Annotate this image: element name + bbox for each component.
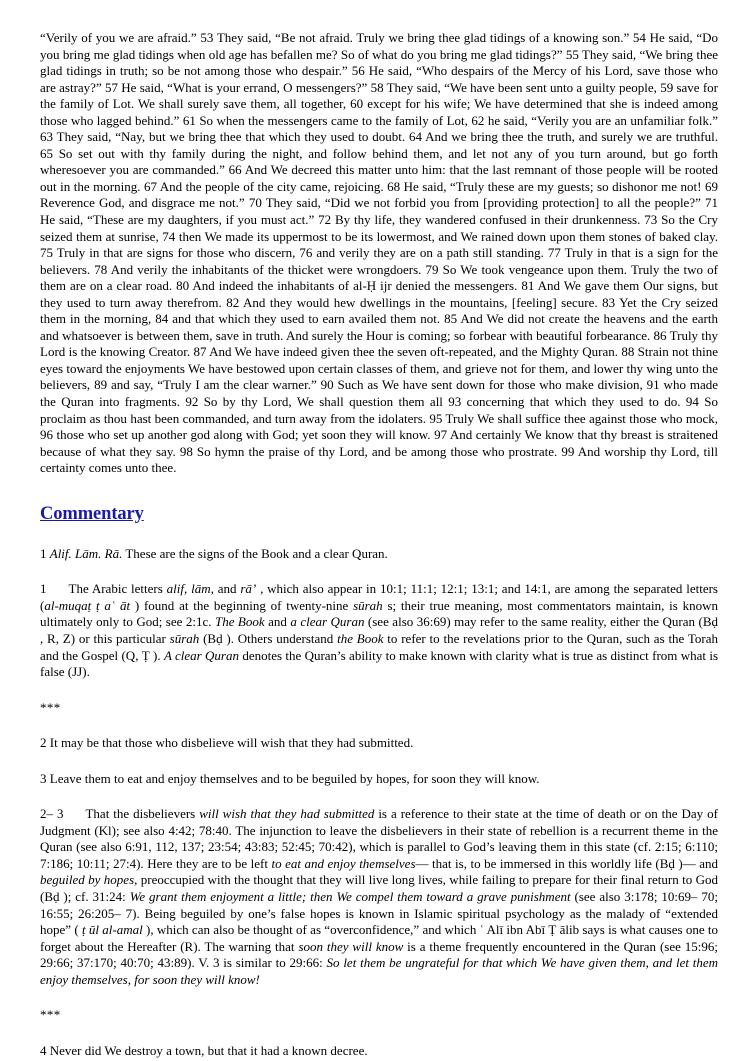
commentary-1-seg-4: ) found at the beginning of twenty-nine (130, 597, 354, 613)
commentary-2-3-seg-4: preoccupied with the thought that they will live long lives, while failing to prepare for their final return to God (Bḍ ); cf. 31:24: (40, 872, 718, 904)
commentary-2-3-seg-2: is a reference to their state at the time of death or on the Day of Judgment (Kl); see also 4:42; 78:40. The injunction to leave the disbelievers in their state of rebellion is a recurrent theme in the Quran (see also 6:91, 112, 137; 23:54; 43:83; 52:45; 70:42), which is parallel to God’s leaving them in this state (cf. 2:15; 6:110; 7:186; 10:11; 27:4). Here they are to be left (40, 806, 718, 871)
section-separator-2: *** (40, 1007, 61, 1023)
section-separator-1: *** (40, 699, 61, 715)
commentary-1-seg-5: s; their true meaning, most commentators maintain, is known ultimately only to God; see 2:1c. (40, 597, 718, 630)
commentary-note-2-3 (40, 806, 718, 988)
verse-1-italic-lead: Alif. Lām. Rā. (49, 545, 123, 561)
verse-1-number: 1 (40, 545, 47, 561)
commentary-2-3-italic-7: So let them be ungrateful for that which We have given them, and let them enjoy themselves, for soon they will know! (40, 955, 719, 987)
verse-4-gloss: 4 Never did We destroy a town, but that it had a known decree. (40, 1042, 368, 1058)
verse-1-gloss (40, 546, 718, 563)
commentary-1-seg-1: The Arabic letters (68, 581, 167, 597)
commentary-2-3-italic-6: soon they will know (298, 938, 404, 954)
quran-verse-translation-paragraph: “Verily of you we are afraid.” 53 They said, “Be not afraid. Truly we bring thee glad tidings of a knowing son.” 54 He said, “Do you bring me glad tidings when old age has befallen me? So of what do you bring me glad tidings?” 55 They said, “We bring thee glad tidings in truth; so be not among those who despair.” 56 He said, “Who despairs of the Mercy of his Lord, save those who are astray?” 57 He said, “What is your errand, O messengers?” 58 They said, “We have been sent unto a guilty people, 59 save for the family of Lot. We shall surely save them, all together, 60 except for his wife; We have determined that she is indeed among those who lagged behind.” 61 So when the messengers came to the family of Lot, 62 he said, “Verily you are an unfamiliar folk.” 63 They said, “Nay, but we bring thee that which they used to doubt. 64 And we bring thee the truth, and surely we are truthful. 65 So set out with thy family during the night, and follow behind them, and let not any of you turn around, but go forth wheresoever you are commanded.” 66 And We decreed this matter unto him: that the last remnant of those people will be rooted out in the morning. 67 And the people of the city came, rejoicing. 68 He said, “Truly these are my guests; so dishonor me not! 69 Reverence God, and disgrace me not.” 70 They said, “Did we not forbid you from [providing protection] to all the people?” 71 He said, “These are my daughters, if you must act.” 72 By thy life, they wandered confused in their drunkenness. 73 So the Cry seized them at sunrise, 74 then We made its uppermost to be its lowermost, and We rained down upon them stones of baked clay. 75 Truly in that are signs for those who discern, 76 and verily they are on a path still standing. 77 Truly in that is a sign for the believers. 78 And verily the inhabitants of the thicket were wrongdoers. 79 So We took vengeance upon them. Truly the two of them are on a clear road. 80 And indeed the inhabitants of al-Ḥ ijr denied the messengers. 81 And We gave them Our signs, but they used to turn away therefrom. 82 And they would hew dwellings in the mountains, [feeling] secure. 83 Yet the Cry seized them in the morning, 84 and that which they used to earn availed them not. 85 And We did not create the heavens and the earth and whatsoever is between them, save in truth. And surely the Hour is coming; so forbear with beautiful forbearance. 86 Truly thy Lord is the knowing Creator. 87 And We have indeed given thee the seven oft-repeated, and the Mighty Quran. 88 Strain not thine eyes toward the enjoyments We have bestowed upon certain classes of them, and grieve not for them, and lower thy wing unto the believers, 89 and say, “Truly I am the clear warner.” 90 Such as We have sent down for those who make division, 91 who made the Quran into fragments. 92 So by thy Lord, We shall question them all 93 concerning that which they used to do. 94 So proclaim as thou hast been commanded, and turn away from the idolaters. 95 Truly We shall suffice thee against those who mock, 96 those who set up another god along with God; yet soon they will know. 97 And certainly We know that thy breast is straitened because of what they say. 98 So hymn the praise of thy Lord, and be among those who prostrate. 99 And worship thy Lord, till certainty comes unto thee. (40, 30, 718, 476)
commentary-note-1 (40, 581, 718, 680)
commentary-2-3-italic-3: beguiled by hopes, (40, 872, 138, 888)
commentary-1-seg-7: (see also 36:69) may refer to the same reality, either the Quran (Bḍ , R, Z) or this particular (40, 614, 718, 646)
commentary-2-3-seg-5: (see also 3:178; 10:69– 70; 16:55; 26:205– 7). Being beguiled by one’s false hopes is known in Islamic spiritual psychology as the malady of “extended hope” ( (40, 888, 718, 938)
commentary-1-italic-5: The Book (214, 614, 265, 630)
commentary-heading-container (40, 503, 718, 525)
commentary-1-italic-1: alif, lām, (166, 581, 214, 597)
commentary-2-3-seg-7: is a theme frequently encountered in the Quran (see 15:96; 29:66; 37:170; 40:70; 43:89). V. 3 is similar to 29:66: (40, 938, 718, 971)
commentary-2-3-seg-6: ), which can also be thought of as “overconfidence,” and which ʿ Alī ibn Abī Ṭ ālib says is what causes one to forget about the Hereafter (R). The warning that (40, 922, 718, 954)
commentary-1-seg-6: and (264, 614, 291, 630)
verse-2-gloss: 2 It may be that those who disbelieve will wish that they had submitted. (40, 735, 414, 751)
verse-3-gloss: 3 Leave them to eat and enjoy themselves and to be beguiled by hopes, for soon they will know. (40, 770, 540, 786)
commentary-1-seg-3: , which also appear in 10:1; 11:1; 12:1; 13:1; and 14:1, are among the separated letters ( (40, 581, 718, 613)
commentary-1-italic-9: A clear Quran (163, 647, 239, 663)
commentary-2-3-italic-1: will wish that they had submitted (199, 806, 375, 822)
commentary-2-3-seg-3: — that is, to be immersed in this worldly life (Bḍ )— and (415, 855, 718, 871)
verse-1-rest: These are the signs of the Book and a clear Quran. (122, 545, 388, 561)
commentary-2-3-marker: 2– 3 (40, 806, 64, 822)
commentary-heading: Commentary (40, 503, 144, 524)
commentary-1-italic-2: rāʼ (240, 581, 257, 597)
commentary-2-3-seg-1: That the disbelievers (85, 806, 200, 822)
commentary-1-italic-7: sūrah (169, 630, 200, 646)
commentary-1-marker: 1 (40, 581, 47, 597)
commentary-1-italic-8: the Book (337, 630, 384, 646)
commentary-1-italic-3: al-muqaṭ ṭ aʿ āt (44, 597, 131, 613)
commentary-2-3-italic-4: We grant them enjoyment a little; then We compel them toward a grave punishment (129, 888, 571, 904)
commentary-1-italic-4: sūrah (353, 597, 383, 613)
commentary-1-seg-10: denotes the Quran’s ability to make known with clarity what is true as distinct from what is false (JJ). (40, 647, 718, 680)
commentary-2-3-italic-2: to eat and enjoy themselves (271, 855, 416, 871)
commentary-2-3-italic-5: ṭ ūl al-amal (81, 922, 143, 938)
commentary-1-seg-2: and (213, 581, 241, 597)
commentary-1-seg-9: to refer to the revelations prior to the Quran, such as the Torah and the Gospel (Q, Ṭ ). (40, 630, 719, 663)
commentary-1-seg-8: (Bḍ ). Others understand (199, 630, 338, 646)
commentary-1-italic-6: a clear Quran (290, 614, 365, 630)
